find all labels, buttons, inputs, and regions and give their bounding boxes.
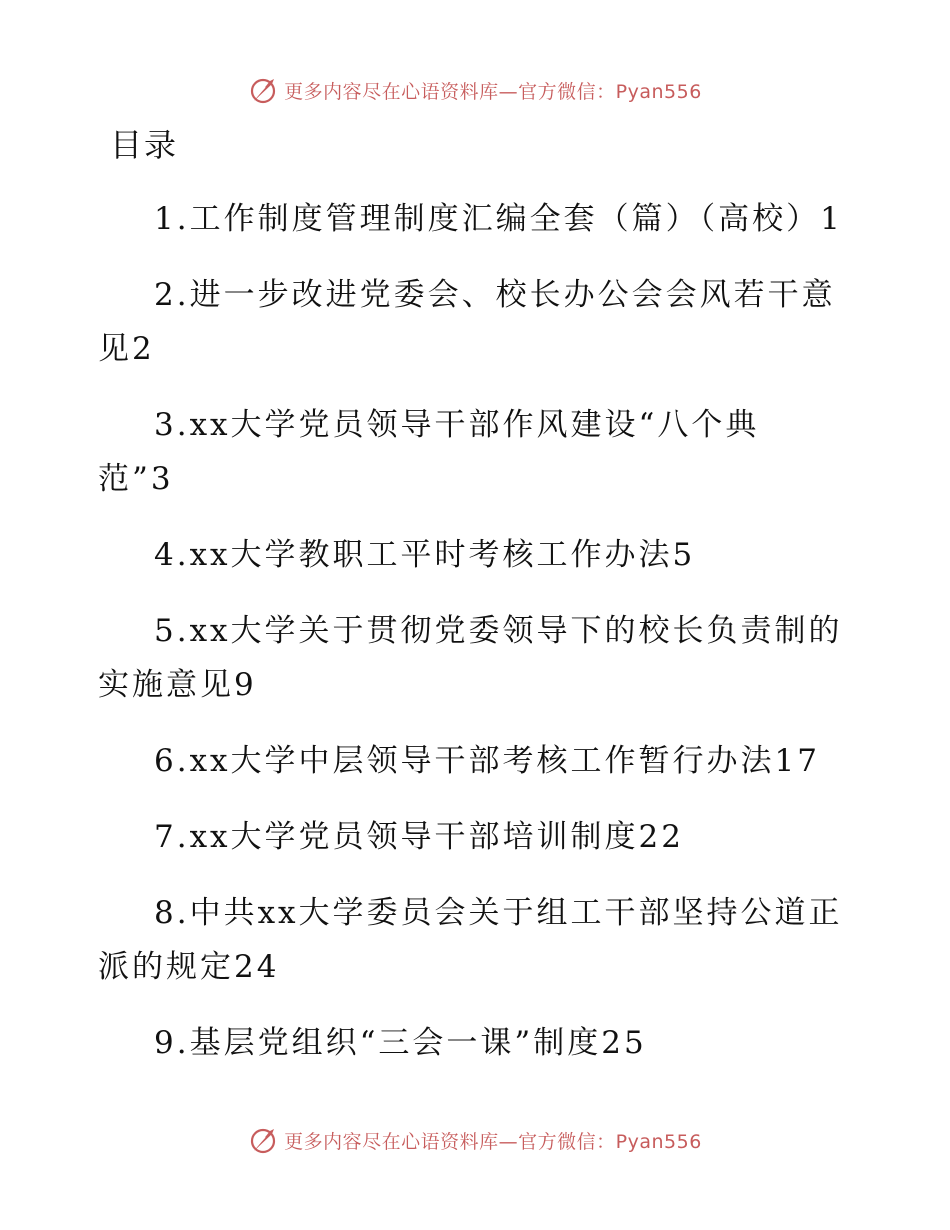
quill-pen-logo (248, 75, 278, 105)
toc-item-text: 1.工作制度管理制度汇编全套（篇）（高校）1 (154, 201, 843, 237)
watermark-banner-bottom (0, 1120, 950, 1160)
toc-item[interactable] (98, 192, 858, 246)
watermark-text: 更多内容尽在心语资料库—官方微信：Pyan556 (284, 1130, 702, 1153)
quill-pen-logo (248, 1125, 278, 1155)
table-of-contents (98, 192, 858, 1092)
toc-item[interactable] (98, 734, 858, 788)
toc-item-text: 9.基层党组织“三会一课”制度25 (154, 1025, 647, 1061)
toc-item-text-continued: 见2 (98, 331, 155, 367)
watermark-text: 更多内容尽在心语资料库—官方微信：Pyan556 (284, 80, 702, 103)
toc-item-text: 8.中共xx大学委员会关于组工干部坚持公道正 (154, 895, 843, 931)
toc-item[interactable] (98, 528, 858, 582)
toc-item-text: 4.xx大学教职工平时考核工作办法5 (154, 537, 696, 573)
toc-item-text-continued: 派的规定24 (98, 949, 280, 985)
toc-item[interactable] (98, 886, 858, 994)
toc-heading: 目录 (110, 126, 179, 164)
toc-item-text: 6.xx大学中层领导干部考核工作暂行办法17 (154, 743, 820, 779)
toc-item-text-continued: 实施意见9 (98, 667, 257, 703)
toc-item-text: 3.xx大学党员领导干部作风建设“八个典 (154, 407, 760, 443)
watermark-banner-top (0, 70, 950, 110)
toc-item[interactable] (98, 398, 858, 506)
toc-item-text-continued: 范”3 (98, 461, 174, 497)
toc-item-text: 7.xx大学党员领导干部培训制度22 (154, 819, 684, 855)
toc-item[interactable] (98, 604, 858, 712)
toc-item-text: 5.xx大学关于贯彻党委领导下的校长负责制的 (154, 613, 843, 649)
toc-item[interactable] (98, 1016, 858, 1070)
toc-item[interactable] (98, 268, 858, 376)
toc-item[interactable] (98, 810, 858, 864)
toc-item-text: 2.进一步改进党委会、校长办公会会风若干意 (154, 277, 836, 313)
